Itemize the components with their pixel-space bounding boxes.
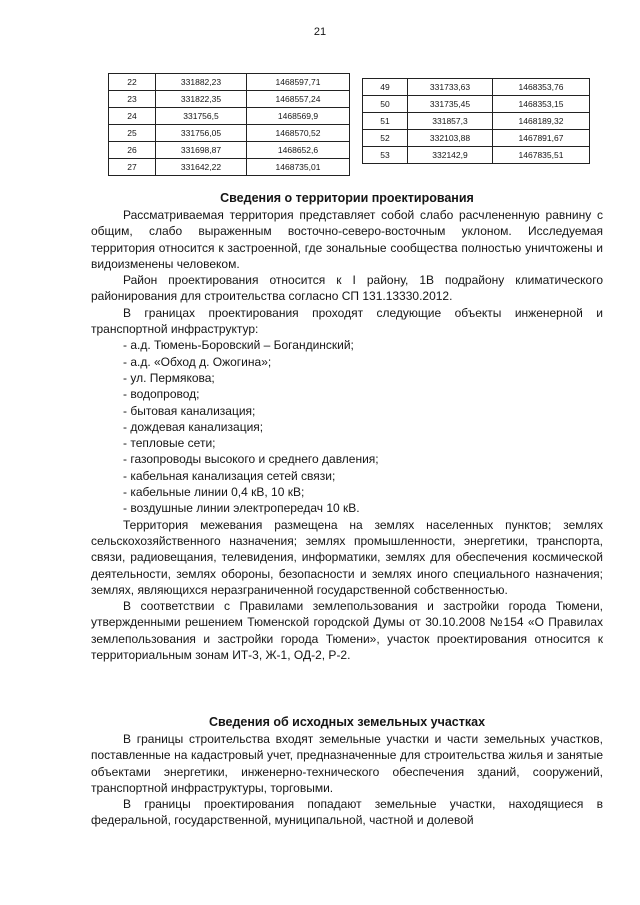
point-number-cell: 51 — [363, 113, 408, 130]
y-coordinate-cell: 1467891,67 — [493, 130, 590, 147]
point-number-cell: 52 — [363, 130, 408, 147]
y-coordinate-cell: 1468557,24 — [247, 91, 350, 108]
y-coordinate-cell: 1468569,9 — [247, 108, 350, 125]
paragraph: Район проектирования относится к I району, 1В подрайону климатического районирования для строительства согласно СП 131.13330.2012. — [91, 273, 603, 304]
y-coordinate-cell: 1468353,76 — [493, 79, 590, 96]
x-coordinate-cell: 332142,9 — [408, 147, 493, 164]
table-row — [109, 74, 350, 91]
x-coordinate-cell: 331642,22 — [156, 159, 247, 176]
x-coordinate-cell: 331735,45 — [408, 96, 493, 113]
list-item: - газопроводы высокого и среднего давления; — [123, 452, 379, 467]
y-coordinate-cell: 1468189,32 — [493, 113, 590, 130]
x-coordinate-cell: 331756,05 — [156, 125, 247, 142]
paragraph: В границы проектирования попадают земельные участки, находящиеся в федеральной, государственной, муниципальной, частной и долевой — [91, 797, 603, 828]
point-number-cell: 23 — [109, 91, 156, 108]
list-item: - а.д. Тюмень-Боровский – Богандинский; — [123, 338, 354, 353]
table-row — [363, 147, 590, 164]
coordinate-table-right — [362, 78, 590, 164]
x-coordinate-cell: 331882,23 — [156, 74, 247, 91]
x-coordinate-cell: 331698,87 — [156, 142, 247, 159]
x-coordinate-cell: 331822,35 — [156, 91, 247, 108]
list-item: - дождевая канализация; — [123, 419, 264, 434]
section-territory — [91, 190, 603, 663]
y-coordinate-cell: 1468597,71 — [247, 74, 350, 91]
list-item: - кабельная канализация сетей связи; — [123, 468, 336, 483]
infrastructure-list — [91, 337, 603, 516]
x-coordinate-cell: 332103,88 — [408, 130, 493, 147]
table-row — [109, 108, 350, 125]
y-coordinate-cell: 1468570,52 — [247, 125, 350, 142]
y-coordinate-cell: 1468652,6 — [247, 142, 350, 159]
y-coordinate-cell: 1468735,01 — [247, 159, 350, 176]
y-coordinate-cell: 1467835,51 — [493, 147, 590, 164]
point-number-cell: 22 — [109, 74, 156, 91]
table-row — [363, 130, 590, 147]
point-number-cell: 24 — [109, 108, 156, 125]
point-number-cell: 26 — [109, 142, 156, 159]
point-number-cell: 25 — [109, 125, 156, 142]
paragraph: В границы строительства входят земельные участки и части земельных участков, поставленные на кадастровый учет, предназначенные для строительства жилья и занятые объектами энергетики, инженерно-технического обеспечения зданий, сооружений, транспортной инфраструктуры, торговыми. — [91, 732, 603, 795]
x-coordinate-cell: 331733,63 — [408, 79, 493, 96]
list-item: - ул. Пермякова; — [123, 370, 215, 385]
coordinate-table-left — [108, 73, 350, 176]
list-item: - кабельные линии 0,4 кВ, 10 кВ; — [123, 485, 305, 500]
section-title-land-plots: Сведения об исходных земельных участках — [208, 715, 486, 729]
section-title-territory: Сведения о территории проектирования — [220, 191, 474, 205]
list-item: - водопровод; — [123, 387, 200, 402]
list-item: - а.д. «Обход д. Ожогина»; — [123, 354, 272, 369]
table-row — [363, 96, 590, 113]
list-item: - бытовая канализация; — [123, 403, 256, 418]
list-item: - воздушные линии электропередач 10 кВ. — [123, 501, 360, 516]
paragraph: Рассматриваемая территория представляет собой слабо расчлененную равнину с общим, слабо выраженным восточно-северо-восточным уклоном. Исследуемая территория относится к застроенной, где зональные сообщества полностью уничтожены и видоизменены человеком. — [91, 208, 603, 271]
table-row — [363, 113, 590, 130]
x-coordinate-cell: 331857,3 — [408, 113, 493, 130]
x-coordinate-cell: 331756,5 — [156, 108, 247, 125]
paragraph: Территория межевания размещена на землях населенных пунктов; землях сельскохозяйственного назначения; землях промышленности, энергетики, транспорта, связи, радиовещания, телевидения, информатики, землях для обеспечения космической деятельности, землях обороны, безопасности и землях иного специального назначения; землях, являющихся неразграниченной государственной собственностью. — [91, 517, 603, 597]
table-row — [109, 159, 350, 176]
table-row — [109, 125, 350, 142]
point-number-cell: 53 — [363, 147, 408, 164]
section-land-plots — [91, 714, 603, 829]
table-row — [109, 91, 350, 108]
paragraph: В соответствии с Правилами землепользования и застройки города Тюмени, утвержденными решением Тюменской городской Думы от 30.10.2008 №154 «О Правилах землепользования и застройки города Тюмени», участок проектирования относится к территориальным зонам ИТ-3, Ж-1, ОД-2, Р-2. — [91, 599, 603, 663]
table-row — [363, 79, 590, 96]
point-number-cell: 27 — [109, 159, 156, 176]
point-number-cell: 50 — [363, 96, 408, 113]
y-coordinate-cell: 1468353,15 — [493, 96, 590, 113]
paragraph: В границах проектирования проходят следующие объекты инженерной и транспортной инфраструктур: — [91, 305, 603, 337]
list-item: - тепловые сети; — [123, 436, 216, 451]
point-number-cell: 49 — [363, 79, 408, 96]
table-row — [109, 142, 350, 159]
page-number: 21 — [313, 26, 327, 38]
